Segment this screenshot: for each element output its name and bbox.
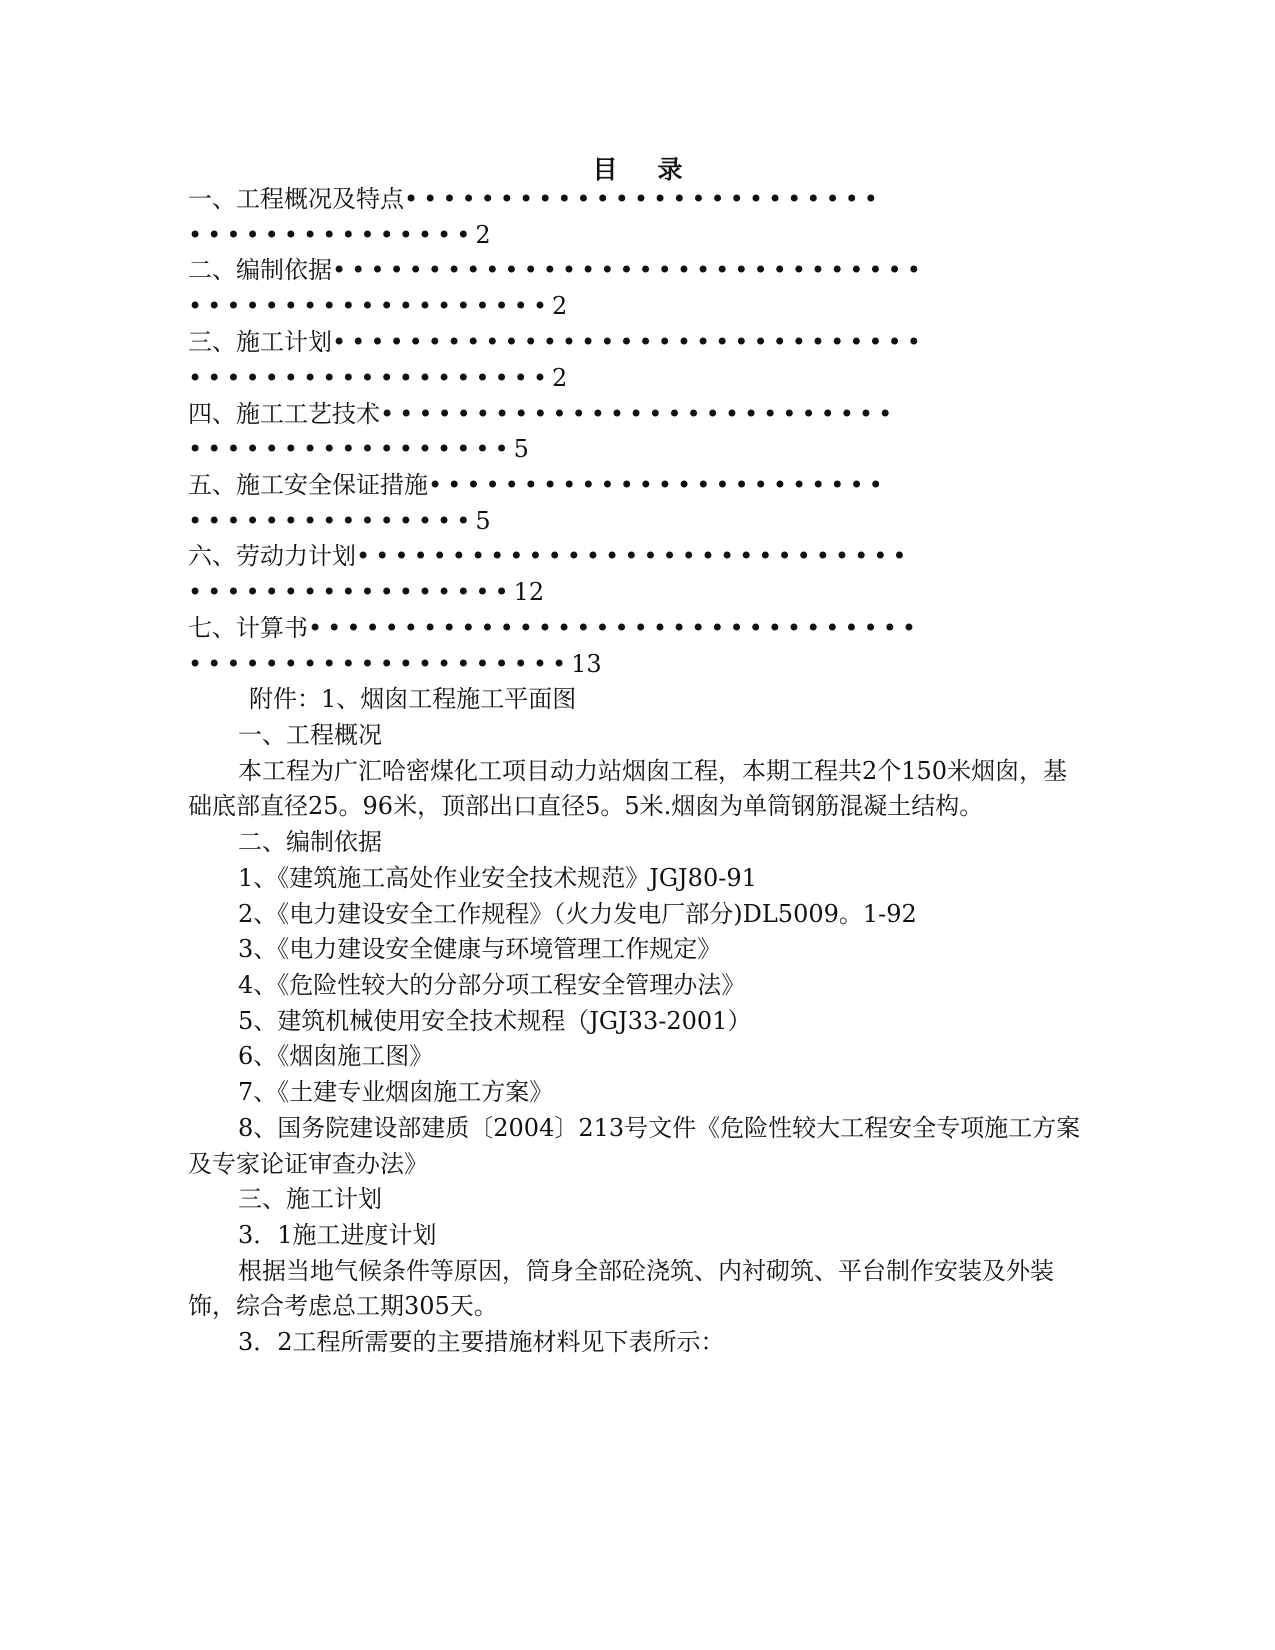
section-3-1-heading: 3．1施工进度计划 (238, 1221, 437, 1249)
toc-entry-7-cont: ••••••••••••••••••••13 (188, 650, 602, 678)
section-1-paragraph-cont: 础底部直径25。96米，顶部出口直径5。5米.烟囱为单筒钢筋混凝土结构。 (188, 792, 984, 820)
toc-entry-page: 5 (513, 435, 529, 463)
toc-entry-label: 七、计算书 (188, 614, 308, 642)
toc-entry-2: 二、编制依据••••••••••••••••••••••••••••••• (188, 256, 926, 284)
reference-item: 8、国务院建设部建质〔2004〕213号文件《危险性较大工程安全专项施工方案 (238, 1114, 1081, 1142)
toc-entry-4-cont: •••••••••••••••••5 (188, 435, 529, 463)
toc-entry-2-cont: •••••••••••••••••••2 (188, 292, 568, 320)
toc-entry-1-cont: •••••••••••••••2 (188, 221, 491, 249)
toc-entry-6: 六、劳动力计划••••••••••••••••••••••••••••• (188, 542, 912, 570)
reference-item: 4、《危险性较大的分部分项工程安全管理办法》 (238, 971, 746, 999)
section-3-1-paragraph: 根据当地气候条件等原因，筒身全部砼浇筑、内衬砌筑、平台制作安装及外装 (238, 1257, 1054, 1285)
toc-entry-label: 五、施工安全保证措施 (188, 471, 428, 499)
toc-entry-page: 2 (475, 221, 491, 249)
toc-entry-page: 2 (551, 292, 568, 320)
toc-entry-label: 六、劳动力计划 (188, 542, 356, 570)
toc-entry-3-cont: •••••••••••••••••••2 (188, 364, 568, 392)
toc-entry-5: 五、施工安全保证措施•••••••••••••••••••••••• (188, 471, 888, 499)
toc-attachment: 附件：1、烟囱工程施工平面图 (249, 685, 577, 713)
section-1-paragraph: 本工程为广汇哈密煤化工项目动力站烟囱工程，本期工程共2个150米烟囱，基 (238, 757, 1068, 785)
section-2-heading: 二、编制依据 (238, 828, 382, 856)
toc-entry-4: 四、施工工艺技术••••••••••••••••••••••••••• (188, 400, 898, 428)
toc-entry-label: 一、工程概况及特点 (188, 185, 404, 213)
toc-entry-page: 13 (571, 650, 602, 678)
toc-entry-page: 5 (475, 507, 491, 535)
section-3-heading: 三、施工计划 (238, 1185, 382, 1213)
toc-entry-6-cont: •••••••••••••••••12 (188, 578, 545, 606)
section-1-heading: 一、工程概况 (238, 721, 382, 749)
section-3-2-heading: 3．2工程所需要的主要措施材料见下表所示： (238, 1328, 725, 1356)
reference-item: 1、《建筑施工高处作业安全技术规范》JGJ80-91 (238, 864, 757, 892)
toc-entry-5-cont: •••••••••••••••5 (188, 507, 491, 535)
reference-item: 6、《烟囱施工图》 (238, 1042, 434, 1070)
reference-item-cont: 及专家论证审查办法》 (188, 1150, 428, 1178)
toc-entry-label: 三、施工计划 (188, 328, 332, 356)
section-3-1-paragraph-cont: 饰，综合考虑总工期305天。 (188, 1292, 498, 1320)
toc-entry-1: 一、工程概况及特点••••••••••••••••••••••••• (188, 185, 883, 213)
toc-entry-label: 四、施工工艺技术 (188, 400, 380, 428)
toc-entry-7: 七、计算书•••••••••••••••••••••••••••••••• (188, 614, 921, 642)
toc-title: 目录 (592, 155, 723, 184)
toc-entry-page: 12 (513, 578, 545, 606)
toc-entry-3: 三、施工计划••••••••••••••••••••••••••••••• (188, 328, 926, 356)
toc-entry-label: 二、编制依据 (188, 256, 332, 284)
reference-item: 5、建筑机械使用安全技术规程（JGJ33-2001） (238, 1007, 752, 1035)
toc-entry-page: 2 (551, 364, 568, 392)
reference-item: 3、《电力建设安全健康与环境管理工作规定》 (238, 935, 722, 963)
reference-item: 2、《电力建设安全工作规程》（火力发电厂部分)DL5009。1-92 (238, 900, 917, 928)
reference-item: 7、《土建专业烟囱施工方案》 (238, 1078, 554, 1106)
